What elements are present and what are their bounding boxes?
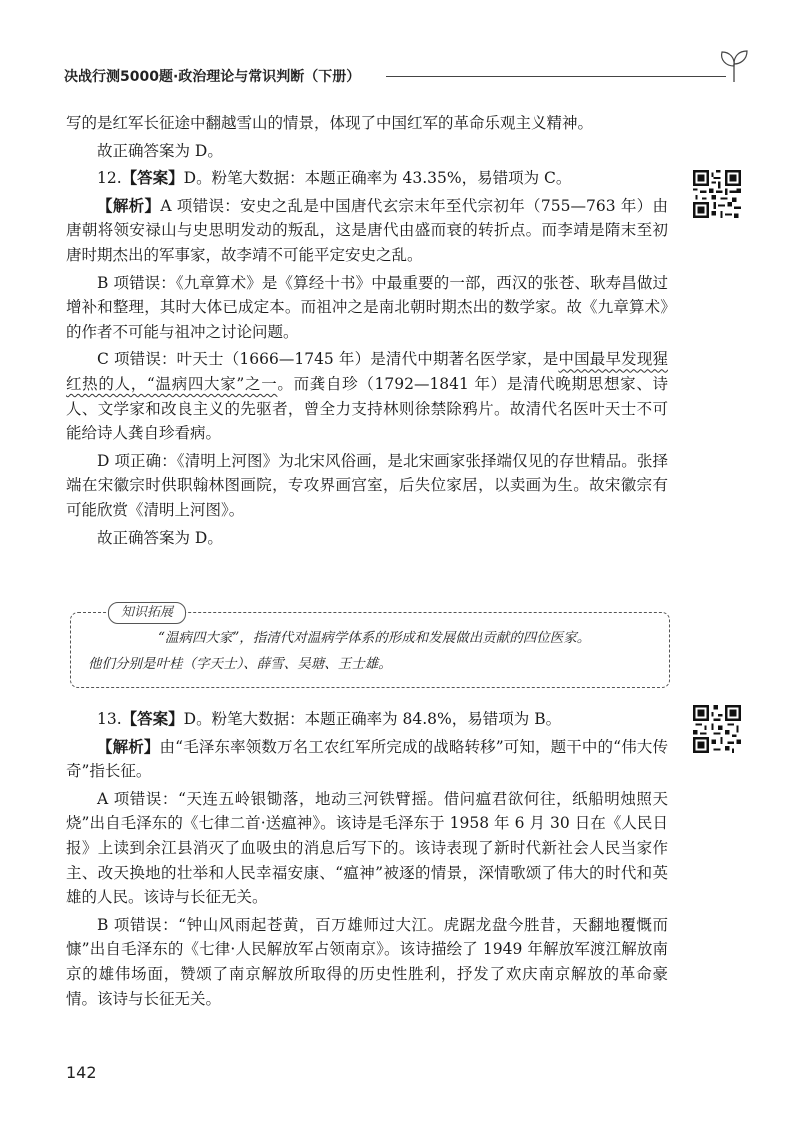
- q12-answer: [66, 166, 668, 191]
- main-content-2: [66, 707, 668, 1011]
- answer-label: 【答案】: [121, 710, 184, 728]
- note-line: 他们分别是叶桂（字天士）、薛雪、吴瑭、王士雄。: [88, 656, 392, 672]
- qr-code-icon[interactable]: [693, 170, 741, 218]
- note-text: [88, 625, 652, 677]
- page-header: [64, 66, 754, 88]
- header-rule: [386, 76, 726, 77]
- wavy-underlined-text: 中国最早发现猩红热的人，“温病四大家”之一: [66, 350, 668, 393]
- paragraph: 写的是红军长征途中翻越雪山的情景，体现了中国红军的革命乐观主义精神。: [66, 114, 594, 132]
- main-content: [66, 111, 668, 550]
- note-line: “温病四大家”，指清代对温病学体系的形成和发展做出贡献的四位医家。: [158, 630, 591, 646]
- q13-answer: [66, 707, 668, 732]
- option-c-text: C 项错误：叶天士（1666—1745 年）是清代中期著名医学家，是: [97, 350, 559, 369]
- option-c-text-rest: 。而龚自珍（1792—1841 年）是清代晚期思想家、诗人、文学家和改良主义的先驱者，曾全力支持林则徐禁除鸦片。故清代名医叶天士不可能给诗人龚自珍看病。: [66, 374, 668, 443]
- note-tag: 知识拓展: [108, 602, 186, 624]
- question-number: 13.: [97, 710, 122, 728]
- knowledge-note-box: [70, 600, 670, 688]
- sprout-icon: [714, 44, 754, 84]
- q13-analysis: [66, 735, 668, 784]
- paragraph: 故正确答案为 D。: [97, 141, 223, 160]
- analysis-text: A 项错误：安史之乱是中国唐代玄宗末年至代宗初年（755—763 年）由唐朝将领安禄山与史思明发动的叛乱，这是唐代由盛而衰的转折点。而李靖是隋末至初唐时期杰出的军事家，故李靖不可能平定安史之乱。: [66, 196, 668, 264]
- analysis-label: 【解析】: [97, 737, 160, 756]
- qr-code-icon[interactable]: [693, 705, 741, 753]
- q12-option-d: D 项正确：《清明上河图》为北宋风俗画，是北宋画家张择端仅见的存世精品。张择端在宋徽宗时供职翰林图画院，专攻界画宫室，后失位家居，以卖画为生。故宋徽宗有可能欣赏《清明上河图》。: [66, 451, 668, 519]
- q12-analysis: [66, 194, 668, 268]
- q13-option-a: A 项错误：“天连五岭银锄落，地动三河铁臂摇。借问瘟君欲何往，纸船明烛照天烧”出自毛泽东的《七律二首·送瘟神》。该诗是毛泽东于 1958 年 6 月 30 日在《人民日报》上读到余江县消灭了血吸虫的消息后写下的。该诗表现了新时代新社会人民当家作主、改天换地的壮举和人民幸福安康、“瘟神”被逐的情景，深情歌颂了伟大的时代和英雄的人民。该诗与长征无关。: [66, 789, 668, 907]
- answer-text: D。粉笔大数据：本题正确率为 84.8%，易错项为 B。: [183, 710, 562, 728]
- answer-text: D。粉笔大数据：本题正确率为 43.35%，易错项为 C。: [183, 169, 572, 188]
- header-title: 决战行测5000题·政治理论与常识判断（下册）: [64, 69, 361, 85]
- answer-label: 【答案】: [121, 169, 184, 188]
- page-number: 142: [66, 1063, 97, 1082]
- analysis-text: 由“毛泽东率领数万名工农红军所完成的战略转移”可知，题干中的“伟大传奇”指长征。: [66, 737, 668, 781]
- q13-option-b: B 项错误：“钟山风雨起苍黄，百万雄师过大江。虎踞龙盘今胜昔，天翻地覆慨而慷”出自毛泽东的《七律·人民解放军占领南京》。该诗描绘了 1949 年解放军渡江解放南京的雄伟场面，赞颂了南京解放所取得的历史性胜利，抒发了欢庆南京解放的革命豪情。该诗与长征无关。: [66, 915, 668, 1008]
- question-number: 12.: [97, 169, 122, 188]
- analysis-label: 【解析】: [97, 196, 161, 215]
- q12-option-c: [66, 347, 668, 445]
- q12-conclusion: 故正确答案为 D。: [97, 528, 223, 547]
- q12-option-b: B 项错误：《九章算术》是《算经十书》中最重要的一部，西汉的张苍、耿寿昌做过增补和整理，其时大体已成定本。而祖冲之是南北朝时期杰出的数学家。故《九章算术》的作者不可能与祖冲之讨论问题。: [66, 273, 668, 341]
